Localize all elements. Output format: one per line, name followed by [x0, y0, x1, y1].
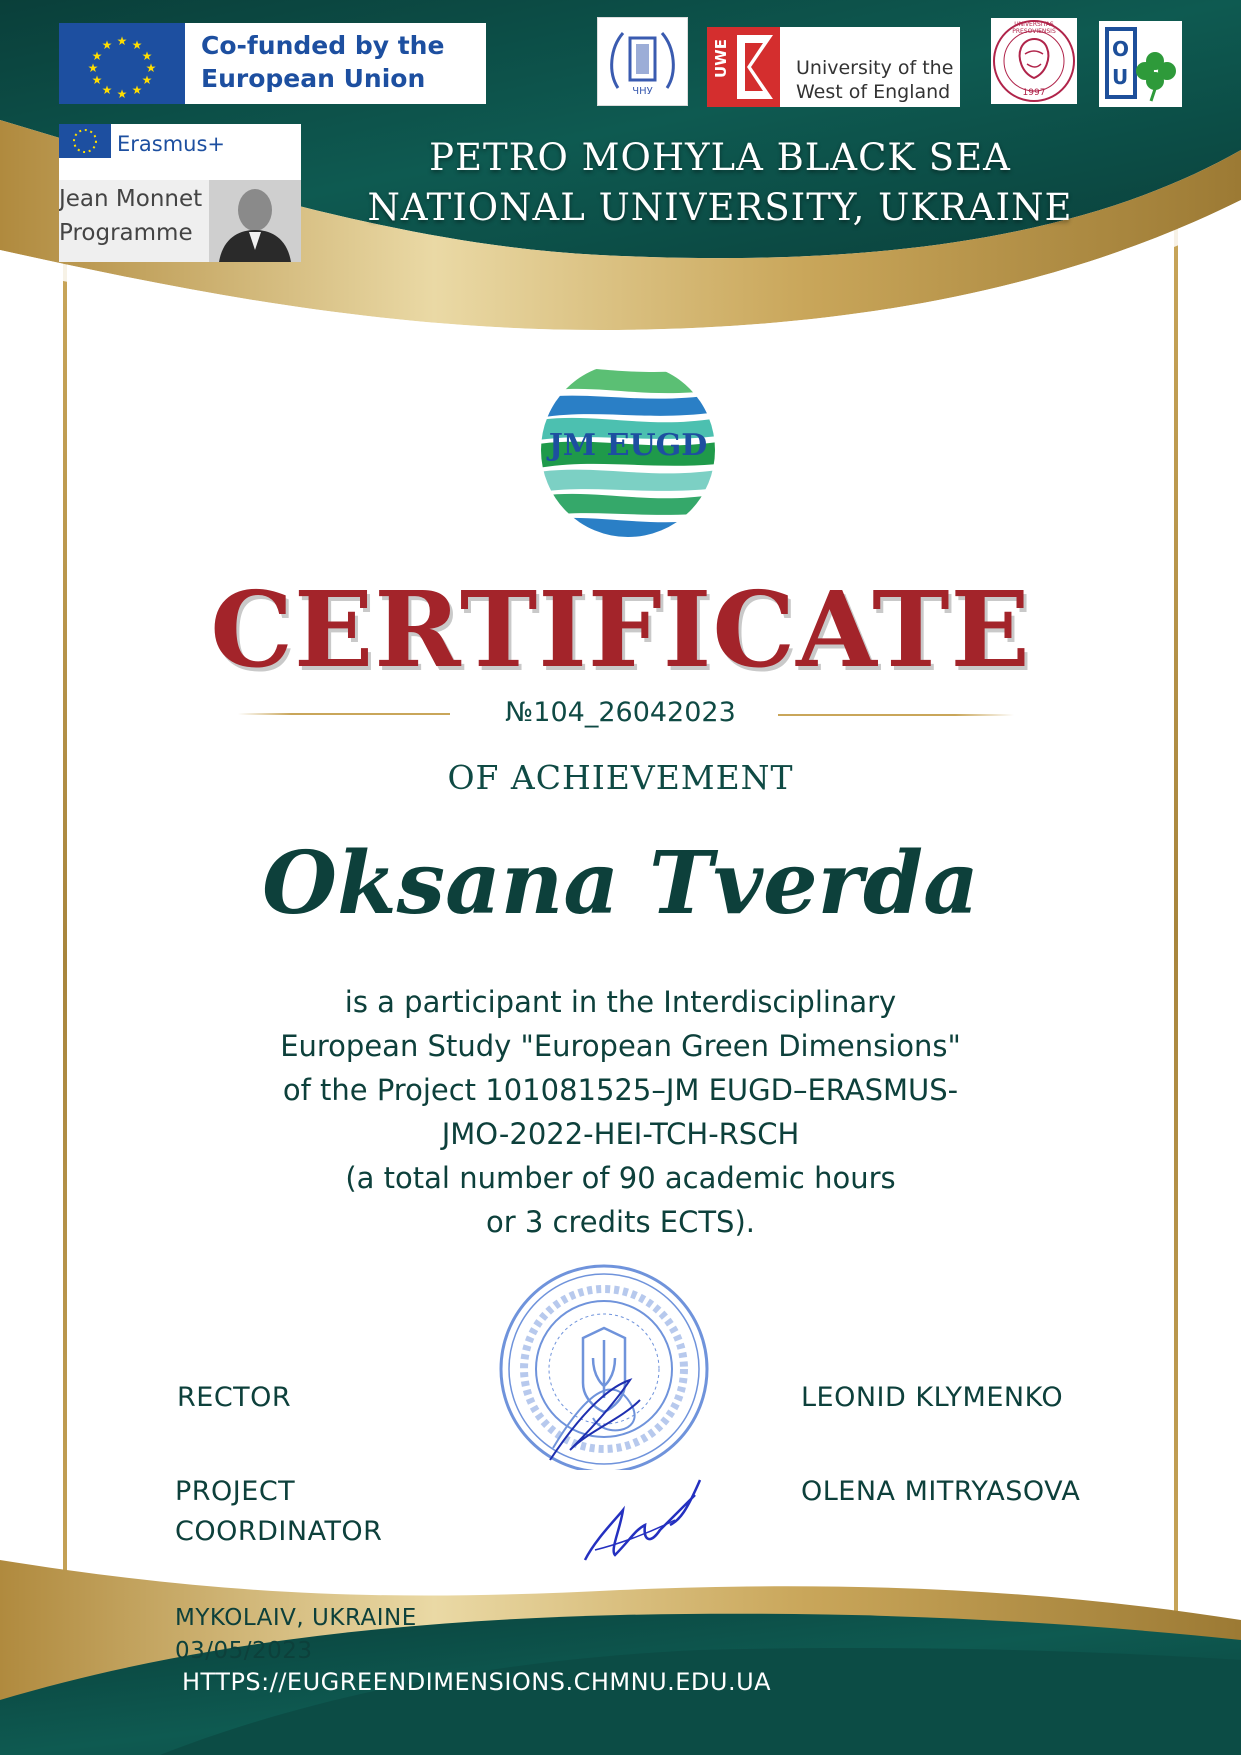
uwe-logo — [707, 27, 960, 107]
rector-signature — [540, 1370, 660, 1470]
project-url[interactable]: HTTPS://EUGREENDIMENSIONS.CHMNU.EDU.UA — [182, 1668, 772, 1696]
body-line-3: of the Project 101081525–JM EUGD–ERASMUS- — [282, 1073, 959, 1107]
eu-cofunded-logo — [59, 23, 486, 104]
university-title-line1: PETRO MOHYLA BLACK SEA — [429, 136, 1011, 179]
body-line-4: JMO-2022-HEI-TCH-RSCH — [441, 1117, 800, 1151]
svg-text:★: ★ — [87, 61, 99, 75]
jean-monnet-panel — [59, 180, 301, 262]
chmnu-emblem-logo — [597, 17, 688, 106]
eu-stars-icon — [59, 23, 185, 104]
svg-text:★: ★ — [116, 87, 128, 101]
university-title-line2: NATIONAL UNIVERSITY, UKRAINE — [367, 186, 1073, 229]
eu-flag-small — [59, 124, 111, 158]
svg-text:★: ★ — [131, 38, 143, 52]
certificate-subtitle: OF ACHIEVEMENT — [447, 758, 794, 797]
issue-place: MYKOLAIV, UKRAINE — [175, 1605, 417, 1631]
presov-university-seal-logo — [991, 18, 1077, 104]
svg-text:★: ★ — [116, 34, 128, 48]
eu-stars-small-icon — [59, 124, 111, 158]
jean-monnet-portrait — [209, 180, 301, 262]
svg-text:★: ★ — [141, 73, 153, 87]
body-line-5: (a total number of 90 academic hours — [345, 1161, 896, 1195]
jm-eugd-logo-text: JM EUGD — [548, 428, 708, 463]
svg-text:★: ★ — [91, 73, 103, 87]
eu-flag — [59, 23, 185, 104]
svg-text:★: ★ — [145, 61, 157, 75]
body-line-6: or 3 credits ECTS). — [485, 1205, 755, 1239]
erasmus-label: Erasmus+ — [117, 132, 226, 156]
certificate-number: №104_26042023 — [505, 697, 736, 728]
recipient-name: Oksana Tverda — [262, 833, 979, 934]
coordinator-name: OLENA MITRYASOVA — [801, 1476, 1081, 1507]
clover-emblem-logo — [1099, 21, 1182, 107]
uwe-abbr: UWE — [712, 39, 730, 78]
erasmus-banner — [59, 124, 301, 180]
jm-eugd-logo — [538, 360, 718, 540]
jean-monnet-line1: Jean Monnet — [59, 186, 203, 212]
coordinator-role-line2: COORDINATOR — [175, 1516, 383, 1547]
coordinator-signature — [575, 1470, 710, 1575]
body-line-1: is a participant in the Interdisciplinary — [344, 985, 897, 1019]
jean-monnet-line2: Programme — [59, 220, 193, 246]
coordinator-role-line1: PROJECT — [175, 1476, 296, 1507]
rector-name: LEONID KLYMENKO — [801, 1382, 1064, 1413]
chmnu-emblem-text: ЧНУ — [632, 86, 653, 97]
erasmus-jean-monnet-logo — [59, 124, 301, 262]
eu-cofunded-text: Co-funded by the European Union — [201, 31, 445, 93]
body-line-2: European Study "European Green Dimensions" — [280, 1029, 961, 1063]
svg-text:★: ★ — [131, 83, 143, 97]
svg-text:★: ★ — [101, 38, 113, 52]
presov-year: 1997 — [1022, 88, 1046, 98]
uwe-name-line1: University of the — [796, 57, 954, 79]
svg-text:★: ★ — [91, 49, 103, 63]
svg-text:★: ★ — [101, 83, 113, 97]
uwe-name-line2: West of England — [796, 81, 951, 103]
rector-role: RECTOR — [177, 1382, 292, 1413]
emblem-letters: OU — [1112, 37, 1130, 89]
certificate-title: CERTIFICATE — [210, 568, 1031, 691]
issue-date: 03/05/2023 — [175, 1638, 313, 1664]
presov-seal-text: UNIVERSITAS PRESOVIENSIS — [1012, 21, 1056, 35]
svg-text:★: ★ — [141, 49, 153, 63]
uwe-mark — [707, 27, 780, 107]
